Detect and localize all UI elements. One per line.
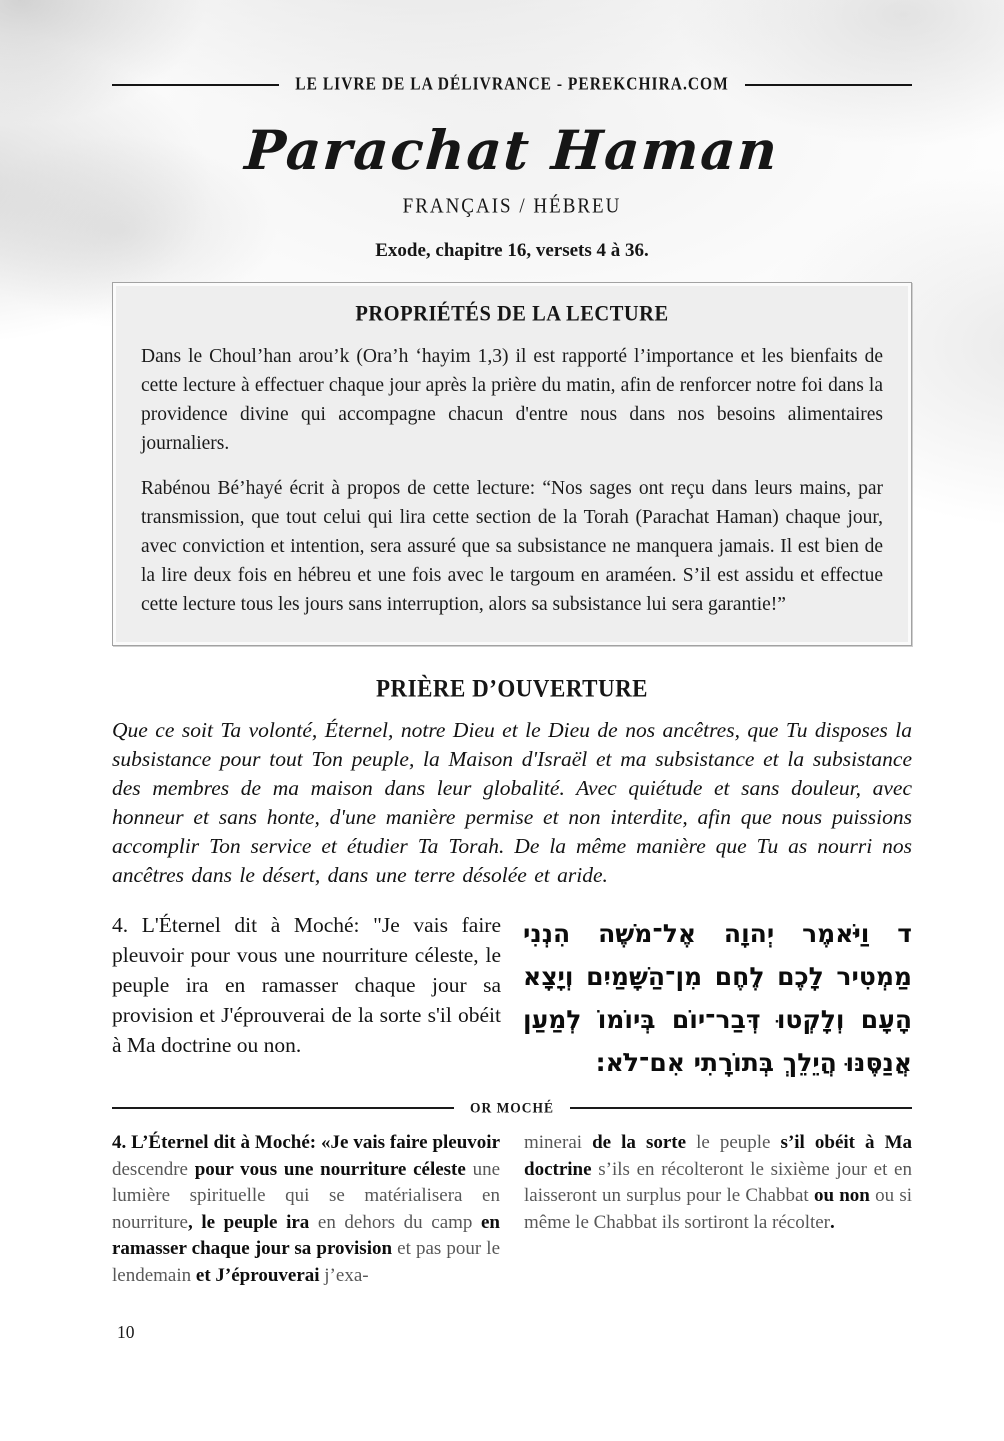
verse-reference: Exode, chapitre 16, versets 4 à 36.	[375, 240, 649, 261]
header-title: LE LIVRE DE LA DÉLIVRANCE - PEREKCHIRA.COM	[295, 74, 729, 95]
header-rule-right	[745, 84, 912, 86]
properties-paragraph-2: Rabénou Bé’hayé écrit à propos de cette lecture: “Nos sages ont reçu dans leurs mains, par transmission, que tout celui qui lira cette section de la Torah (Parachat Haman) chaque jour, avec conviction et intention, sera assuré que sa subsistance ne manquera jamais. Il est bien de la lire deux fois en hébreu et une fois avec le targoum en araméen. S’il est assidu et effectue cette lecture tous les jours sans interruption, alors sa subsistance lui sera garantie!”	[141, 478, 883, 615]
properties-box-title: PROPRIÉTÉS DE LA LECTURE	[355, 301, 669, 327]
page-content	[112, 0, 912, 1289]
opening-prayer-heading: PRIÈRE D’OUVERTURE	[375, 674, 649, 703]
verse-hebrew	[523, 910, 912, 1084]
divider-rule-left	[112, 1107, 454, 1109]
verse-section	[112, 910, 912, 1084]
commentary-divider	[112, 1100, 912, 1116]
properties-box	[112, 282, 912, 646]
hebrew-line: מַמְטִיר לָכֶם לֶחֶם מִן־הַשָּׁמַיִם וְיָצָא	[523, 962, 912, 991]
divider-label: OR MOCHÉ	[469, 1099, 555, 1116]
page-header	[112, 76, 912, 94]
divider-rule-right	[570, 1107, 912, 1109]
verse-french: 4. L'Éternel dit à Moché: "Je vais faire pleuvoir pour vous une nourriture céleste, le peuple ira en ramasser chaque jour sa provision et J'éprouverai de la sorte s'il obéit à Ma doctrine ou non.	[112, 913, 501, 1057]
page-number: 10	[117, 1322, 135, 1342]
hebrew-line: הָעָם וְלָקְטוּ דְּבַר־יוֹם בְּיוֹמוֹ לְמַעַן	[523, 1005, 912, 1034]
commentary-right-column: minerai de la sorte le peuple s’il obéit à Ma doctrine s’ils en récolteront le sixième jour et en laisseront un surplus pour le Chabbat ou non ou si même le Chabbat ils sortiront la récolter.	[524, 1132, 913, 1233]
page-title: Parachat Haman	[242, 118, 782, 182]
commentary-left-column: 4. L’Éternel dit à Moché: «Je vais faire pleuvoir descendre pour vous une nourriture céleste une lumière spirituelle qui se matérialisera en nourriture, le peuple ira en dehors du camp en ramasser chaque jour sa provision et pas pour le lendemain et J’éprouverai j’exa-	[112, 1132, 500, 1286]
hebrew-line: ד וַיֹּאמֶר יְהוָה אֶל־מֹשֶׁה הִנְנִי	[523, 919, 912, 948]
properties-paragraph-1: Dans le Choul’han arou’k (Ora’h ‘hayim 1,3) il est rapporté l’importance et les bienfaits de cette lecture à effectuer chaque jour après la prière du matin, afin de renforcer notre foi dans la providence divine qui accompagne chacun d'entre nous dans nos besoins alimentaires journaliers.	[141, 346, 883, 454]
opening-prayer-text: Que ce soit Ta volonté, Éternel, notre Dieu et le Dieu de nos ancêtres, que Tu disposes la subsistance pour tout Ton peuple, la Maison d'Israël et ma subsistance et la subsistance des membres de ma maison dans leur globalité. Avec quiétude et sans douleur, avec honneur et sans honte, d'une manière permise et non interdite, afin que nous puissions accomplir Ton service et étudier Ta Torah. De la même manière que Tu as nourri nos ancêtres dans le désert, dans une terre désolée et aride.	[112, 718, 912, 887]
language-subtitle: FRANÇAIS / HÉBREU	[402, 194, 622, 219]
hebrew-line: אֲנַסֶּנּוּ הֲיֵלֵךְ בְּתוֹרָתִי אִם־לֹא:	[595, 1048, 912, 1077]
commentary-columns	[112, 1130, 912, 1289]
header-rule-left	[112, 84, 279, 86]
